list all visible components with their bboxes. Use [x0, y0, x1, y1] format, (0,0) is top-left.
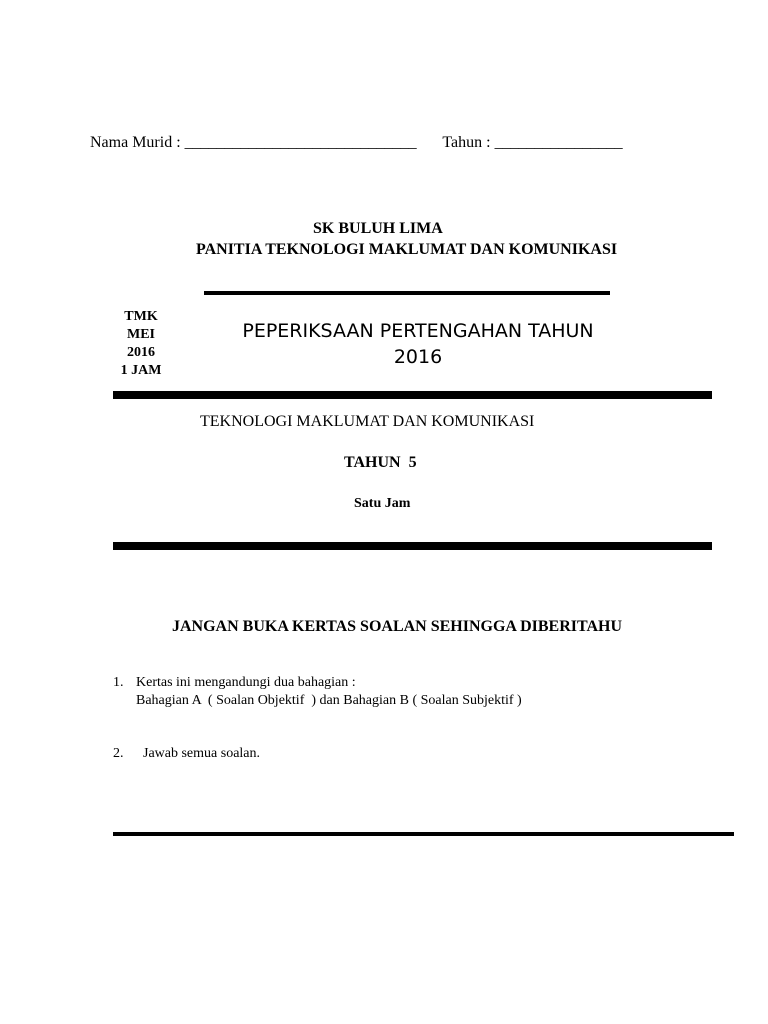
year-blank: ________________: [494, 134, 623, 151]
name-label: Nama Murid :: [90, 134, 181, 151]
instruction-number: 1.: [113, 675, 124, 690]
subject-duration: Satu Jam: [354, 496, 411, 511]
exam-title-line1: PEPERIKSAAN PERTENGAHAN TAHUN: [242, 320, 594, 342]
paper-code-block: [112, 308, 170, 380]
student-info-line: [90, 134, 623, 152]
name-blank: _____________________________: [184, 134, 417, 151]
divider-bottom: [113, 832, 734, 836]
warning-text: JANGAN BUKA KERTAS SOALAN SEHINGGA DIBERITAHU: [172, 618, 623, 635]
divider-short: [204, 291, 610, 295]
divider-thick-top: [113, 391, 712, 399]
instruction-number: 2.: [113, 746, 124, 761]
exam-title: [218, 318, 618, 370]
school-name: SK BULUH LIMA: [313, 220, 443, 237]
paper-code-subject: TMK: [124, 309, 158, 324]
paper-code-year: 2016: [127, 345, 155, 360]
subject-grade: TAHUN 5: [344, 454, 417, 471]
exam-title-line2: 2016: [393, 346, 443, 368]
paper-code-month: MEI: [127, 327, 155, 342]
panel-name: PANITIA TEKNOLOGI MAKLUMAT DAN KOMUNIKASI: [196, 241, 618, 258]
paper-code-duration: 1 JAM: [120, 363, 162, 378]
divider-thick-bottom: [113, 542, 712, 550]
instruction-text: Kertas ini mengandungi dua bahagian :: [136, 675, 356, 690]
year-label: Tahun :: [442, 134, 491, 151]
instruction-text-continued: Bahagian A ( Soalan Objektif ) dan Bahagian B ( Soalan Subjektif ): [136, 693, 522, 708]
instruction-text: Jawab semua soalan.: [143, 746, 261, 761]
subject-name: TEKNOLOGI MAKLUMAT DAN KOMUNIKASI: [200, 413, 535, 430]
